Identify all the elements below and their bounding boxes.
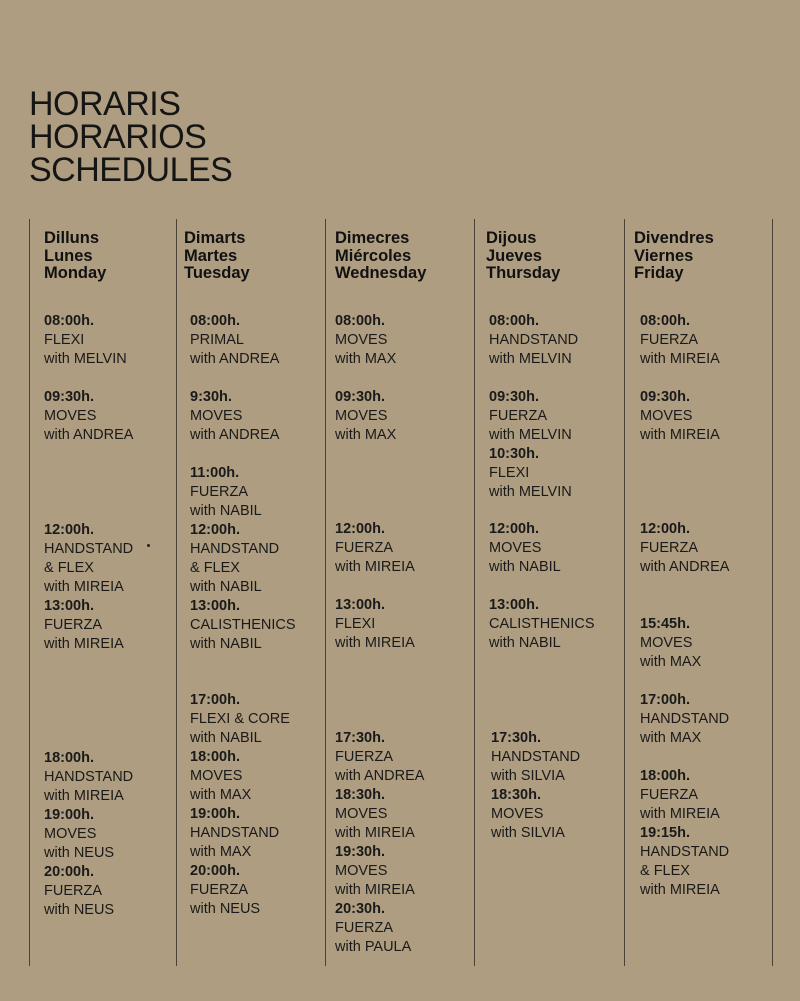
class-slot — [44, 521, 133, 597]
slot-time: 10:30h. — [489, 446, 539, 462]
class-slot — [335, 596, 415, 653]
slot-instructor: with NABIL — [190, 636, 262, 652]
day-name-english: Thursday — [486, 264, 561, 282]
class-slot — [489, 445, 572, 502]
slot-time: 13:00h. — [190, 598, 240, 614]
slot-instructor: with MAX — [190, 787, 252, 803]
slot-class: CALISTHENICS — [489, 616, 595, 632]
decorative-dot — [147, 544, 150, 547]
column-divider — [474, 219, 475, 966]
slot-instructor: with MAX — [640, 654, 702, 670]
slot-class: FUERZA — [44, 617, 102, 633]
slot-time: 18:30h. — [491, 787, 541, 803]
slot-class: MOVES — [640, 635, 693, 651]
slot-instructor: with MELVIN — [489, 351, 572, 367]
slot-instructor: with ANDREA — [44, 427, 134, 443]
class-slot — [190, 805, 279, 862]
slot-class: MOVES — [335, 332, 388, 348]
slot-time: 09:30h. — [335, 389, 385, 405]
column-divider — [29, 219, 30, 966]
slot-time: 17:00h. — [190, 692, 240, 708]
slot-class: MOVES — [335, 806, 388, 822]
slot-class: FUERZA — [335, 920, 393, 936]
slot-instructor: with ANDREA — [335, 768, 425, 784]
slot-class: FUERZA — [489, 408, 547, 424]
slot-instructor: with MIREIA — [44, 579, 124, 595]
slot-time: 20:00h. — [190, 863, 240, 879]
day-header-tuesday — [184, 230, 250, 283]
slot-time: 09:30h. — [44, 389, 94, 405]
class-slot — [190, 748, 251, 805]
slot-class: FLEXI — [489, 465, 530, 481]
slot-instructor: with MELVIN — [489, 484, 572, 500]
day-name-catalan: Dilluns — [44, 229, 100, 247]
slot-time: 13:00h. — [335, 597, 385, 613]
slot-time: 13:00h. — [489, 597, 539, 613]
class-slot — [640, 615, 701, 672]
class-slot — [640, 388, 720, 445]
slot-time: 11:00h. — [190, 465, 240, 481]
slot-class: MOVES — [335, 408, 388, 424]
slot-class: MOVES — [640, 408, 693, 424]
slot-instructor: with MAX — [640, 730, 702, 746]
slot-instructor: with ANDREA — [190, 351, 280, 367]
slot-class: HANDSTAND — [640, 844, 730, 860]
class-slot — [640, 312, 720, 369]
class-slot — [335, 388, 396, 445]
class-slot — [44, 388, 133, 445]
class-slot — [190, 597, 296, 654]
class-slot — [190, 464, 262, 521]
class-slot — [491, 786, 565, 843]
slot-class: HANDSTAND — [489, 332, 579, 348]
slot-instructor: with ANDREA — [640, 559, 730, 575]
slot-class: FUERZA — [190, 484, 248, 500]
day-name-catalan: Divendres — [634, 229, 714, 247]
class-slot — [44, 749, 133, 806]
class-slot — [44, 312, 127, 369]
slot-instructor: with NEUS — [190, 901, 261, 917]
slot-class: HANDSTAND — [640, 711, 730, 727]
day-name-catalan: Dimarts — [184, 229, 246, 247]
slot-instructor: with ANDREA — [190, 427, 280, 443]
slot-class: MOVES — [44, 408, 97, 424]
slot-class: FUERZA — [190, 882, 248, 898]
slot-instructor: with SILVIA — [491, 768, 565, 784]
slot-time: 12:00h. — [489, 521, 539, 537]
slot-instructor: with NABIL — [489, 635, 561, 651]
slot-time: 08:00h. — [489, 313, 539, 329]
slot-time: 9:30h. — [190, 389, 232, 405]
slot-class: MOVES — [491, 806, 544, 822]
slot-class: MOVES — [190, 408, 243, 424]
title-catalan: HORARIS — [29, 85, 181, 123]
slot-instructor: with MAX — [190, 844, 252, 860]
class-slot — [190, 388, 279, 445]
day-name-spanish: Miércoles — [335, 246, 412, 265]
slot-instructor: with NEUS — [44, 902, 115, 918]
day-name-spanish: Viernes — [634, 246, 694, 265]
slot-time: 08:00h. — [335, 313, 385, 329]
slot-time: 19:00h. — [190, 806, 240, 822]
slot-instructor: with MIREIA — [335, 825, 415, 841]
class-slot — [335, 843, 415, 900]
day-name-catalan: Dijous — [486, 229, 537, 247]
slot-class: FLEXI & CORE — [190, 711, 290, 727]
slot-instructor: with NABIL — [190, 730, 262, 746]
day-name-english: Monday — [44, 264, 107, 282]
class-slot — [491, 729, 580, 786]
slot-class: HANDSTAND — [190, 825, 280, 841]
slot-instructor: with MIREIA — [44, 636, 124, 652]
class-slot — [640, 691, 729, 748]
slot-time: 09:30h. — [640, 389, 690, 405]
slot-instructor: with MELVIN — [489, 427, 572, 443]
class-slot — [190, 691, 290, 748]
class-slot — [190, 862, 260, 919]
page-title — [29, 85, 233, 189]
slot-instructor: with MAX — [335, 351, 397, 367]
slot-time: 17:00h. — [640, 692, 690, 708]
day-header-wednesday — [335, 230, 426, 283]
slot-class: MOVES — [190, 768, 243, 784]
slot-class: FUERZA — [640, 540, 698, 556]
slot-class: CALISTHENICS — [190, 617, 296, 633]
slot-class: FUERZA — [335, 749, 393, 765]
slot-class: FLEXI — [335, 616, 376, 632]
class-slot — [489, 312, 578, 369]
class-slot — [489, 596, 595, 653]
class-slot — [44, 597, 124, 654]
slot-class: HANDSTAND — [491, 749, 581, 765]
slot-class: MOVES — [44, 826, 97, 842]
column-divider — [325, 219, 326, 966]
slot-class: MOVES — [335, 863, 388, 879]
day-name-english: Tuesday — [184, 264, 250, 282]
slot-class: FUERZA — [640, 787, 698, 803]
day-name-english: Friday — [634, 264, 684, 282]
class-slot — [335, 312, 396, 369]
slot-time: 19:00h. — [44, 807, 94, 823]
day-name-spanish: Martes — [184, 246, 238, 265]
column-divider — [624, 219, 625, 966]
slot-instructor: with NABIL — [190, 579, 262, 595]
slot-class: HANDSTAND — [44, 769, 134, 785]
slot-instructor: with NEUS — [44, 845, 115, 861]
class-slot — [335, 786, 415, 843]
class-slot — [190, 521, 279, 597]
slot-class: FUERZA — [335, 540, 393, 556]
day-header-thursday — [486, 230, 560, 283]
slot-instructor: with MELVIN — [44, 351, 127, 367]
slot-class: PRIMAL — [190, 332, 244, 348]
slot-class: FUERZA — [640, 332, 698, 348]
class-slot — [640, 767, 720, 824]
slot-class: & FLEX — [190, 560, 240, 576]
slot-time: 12:00h. — [335, 521, 385, 537]
slot-instructor: with MIREIA — [335, 882, 415, 898]
slot-instructor: with MIREIA — [640, 427, 720, 443]
day-header-friday — [634, 230, 714, 283]
title-english: SCHEDULES — [29, 151, 233, 189]
slot-time: 12:00h. — [640, 521, 690, 537]
slot-class: FUERZA — [44, 883, 102, 899]
slot-time: 20:30h. — [335, 901, 385, 917]
slot-time: 17:30h. — [491, 730, 541, 746]
slot-time: 19:30h. — [335, 844, 385, 860]
slot-time: 15:45h. — [640, 616, 690, 632]
slot-class: MOVES — [489, 540, 542, 556]
slot-time: 12:00h. — [190, 522, 240, 538]
day-name-catalan: Dimecres — [335, 229, 410, 247]
slot-time: 08:00h. — [44, 313, 94, 329]
slot-time: 19:15h. — [640, 825, 690, 841]
slot-time: 20:00h. — [44, 864, 94, 880]
slot-time: 17:30h. — [335, 730, 385, 746]
slot-time: 09:30h. — [489, 389, 539, 405]
slot-time: 08:00h. — [190, 313, 240, 329]
slot-instructor: with MAX — [335, 427, 397, 443]
slot-class: & FLEX — [640, 863, 690, 879]
class-slot — [335, 729, 424, 786]
slot-instructor: with MIREIA — [44, 788, 124, 804]
slot-class: HANDSTAND — [44, 541, 134, 557]
class-slot — [44, 806, 114, 863]
class-slot — [489, 520, 561, 577]
class-slot — [489, 388, 572, 445]
slot-time: 12:00h. — [44, 522, 94, 538]
class-slot — [335, 900, 411, 957]
slot-class: & FLEX — [44, 560, 94, 576]
class-slot — [190, 312, 279, 369]
slot-instructor: with SILVIA — [491, 825, 565, 841]
slot-time: 18:00h. — [190, 749, 240, 765]
slot-instructor: with PAULA — [335, 939, 412, 955]
slot-time: 08:00h. — [640, 313, 690, 329]
slot-instructor: with MIREIA — [640, 351, 720, 367]
class-slot — [640, 520, 729, 577]
slot-instructor: with MIREIA — [335, 635, 415, 651]
slot-time: 18:30h. — [335, 787, 385, 803]
slot-instructor: with NABIL — [190, 503, 262, 519]
class-slot — [44, 863, 114, 920]
slot-instructor: with MIREIA — [640, 806, 720, 822]
day-name-spanish: Jueves — [486, 246, 542, 265]
slot-time: 18:00h. — [44, 750, 94, 766]
slot-class: HANDSTAND — [190, 541, 280, 557]
column-divider — [176, 219, 177, 966]
class-slot — [335, 520, 415, 577]
slot-time: 18:00h. — [640, 768, 690, 784]
slot-class: FLEXI — [44, 332, 85, 348]
day-name-english: Wednesday — [335, 264, 427, 282]
slot-instructor: with NABIL — [489, 559, 561, 575]
column-divider — [772, 219, 773, 966]
slot-time: 13:00h. — [44, 598, 94, 614]
day-name-spanish: Lunes — [44, 246, 93, 265]
slot-instructor: with MIREIA — [335, 559, 415, 575]
day-header-monday — [44, 230, 106, 283]
class-slot — [640, 824, 729, 900]
title-spanish: HORARIOS — [29, 118, 207, 156]
slot-instructor: with MIREIA — [640, 882, 720, 898]
